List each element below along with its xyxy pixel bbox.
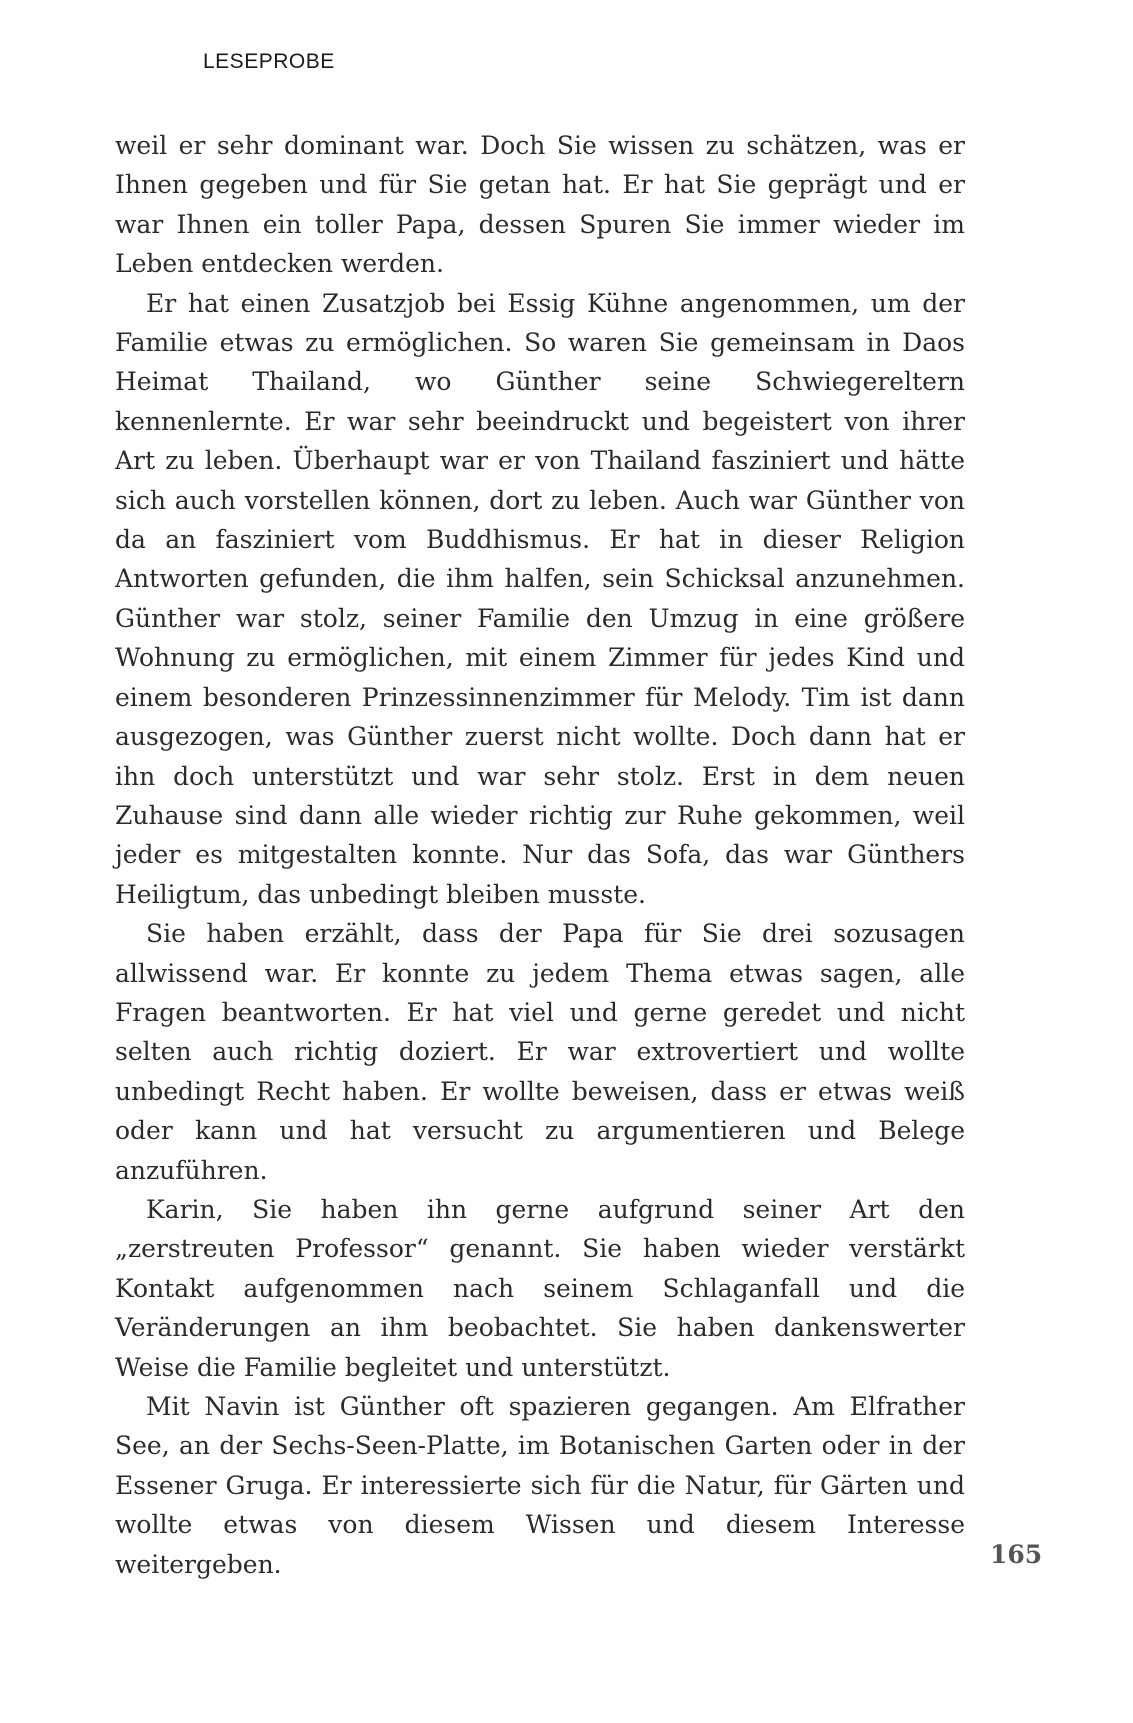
paragraph: Mit Navin ist Günther oft spazieren gegangen. Am Elfrather See, an der Sechs-Seen-Platte, im Botanischen Garten oder in der Essener Gruga. Er interessierte sich für die Natur, für Gärten und wollte etwas von diesem Wissen und diesem Interesse weitergeben. (115, 1392, 965, 1579)
page-number: 165 (990, 1540, 1043, 1569)
body-text (115, 126, 965, 1584)
header-label: LESEPROBE (203, 50, 335, 73)
paragraph: Er hat einen Zusatzjob bei Essig Kühne angenommen, um der Familie etwas zu ermöglichen. So waren Sie gemeinsam in Daos Heimat Thailand, wo Günther seine Schwiegereltern kennenlernte. Er war sehr beeindruckt und begeistert von ihrer Art zu leben. Überhaupt war er von Thailand fasziniert und hätte sich auch vorstellen können, dort zu leben. Auch war Günther von da an fasziniert vom Buddhismus. Er hat in dieser Religion Antworten gefunden, die ihm halfen, sein Schicksal anzunehmen. Günther war stolz, seiner Familie den Umzug in eine größere Wohnung zu ermöglichen, mit einem Zimmer für jedes Kind und einem besonderen Prinzessinnenzimmer für Melody. Tim ist dann ausgezogen, was Günther zuerst nicht wollte. Doch dann hat er ihn doch unterstützt und war sehr stolz. Erst in dem neuen Zuhause sind dann alle wieder richtig zur Ruhe gekommen, weil jeder es mitgestalten konnte. Nur das Sofa, das war Günthers Heiligtum, das unbedingt bleiben musste. (115, 288, 965, 909)
paragraph: Sie haben erzählt, dass der Papa für Sie drei sozusagen allwissend war. Er konnte zu jedem Thema etwas sagen, alle Fragen beantworten. Er hat viel und gerne geredet und nicht selten auch richtig doziert. Er war extrovertiert und wollte unbedingt Recht haben. Er wollte beweisen, dass er etwas weiß oder kann und hat versucht zu argumentieren und Belege anzuführen. (115, 919, 965, 1185)
paragraph: weil er sehr dominant war. Doch Sie wissen zu schätzen, was er Ihnen gegeben und für Sie getan hat. Er hat Sie geprägt und er war Ihnen ein toller Papa, dessen Spuren Sie immer wieder im Leben entdecken werden. (115, 131, 965, 279)
paragraph: Karin, Sie haben ihn gerne aufgrund seiner Art den „zerstreuten Professor“ genannt. Sie haben wieder verstärkt Kontakt aufgenommen nach seinem Schlaganfall und die Veränderungen an ihm beobachtet. Sie haben dankenswerter Weise die Familie begleitet und unterstützt. (115, 1194, 965, 1382)
